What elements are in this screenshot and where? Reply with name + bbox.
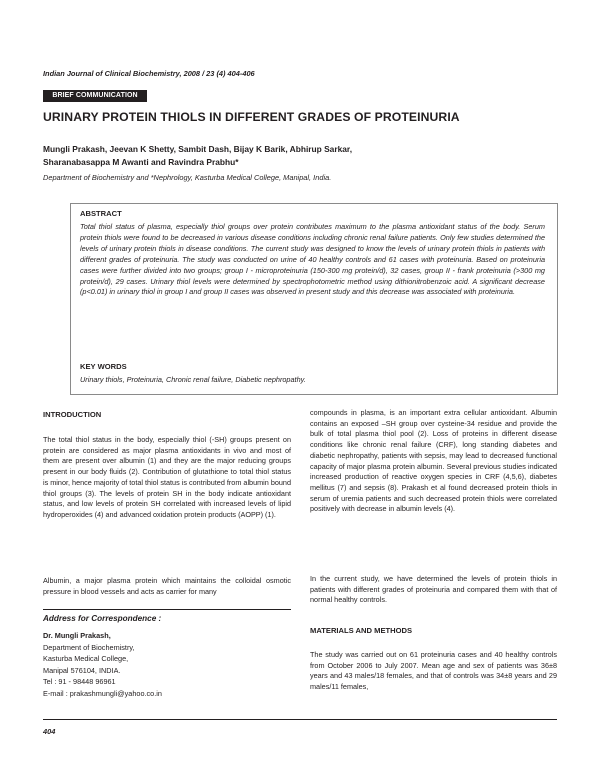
introduction-paragraph-1: The total thiol status in the body, especially thiol (-SH) groups present on protein are considered as major plasma antioxidants in vivo and most of them are present over albumin (1) and they are the major reducing groups present in our body fluids (2). Contribution of glutathione to total thiol status is minor, hence majority of total thiol status is contributed from albumin bound thiol groups (3). The levels of protein SH in the body indicate antioxidant status, and low levels of protein SH correlated with increased levels of lipid hydroperoxides (4) and advanced oxidation protein products (AOPP) (1). xyxy=(43,435,291,519)
address-line: Tel : 91 - 98448 96961 xyxy=(43,677,116,687)
introduction-paragraph-2: Albumin, a major plasma protein which maintains the colloidal osmotic pressure in blood vessels and acts as carrier for many xyxy=(43,576,291,596)
keywords-heading: KEY WORDS xyxy=(80,362,127,371)
footer-rule xyxy=(43,719,557,720)
methods-heading: MATERIALS AND METHODS xyxy=(310,626,413,635)
author-list xyxy=(43,143,563,168)
introduction-heading: INTRODUCTION xyxy=(43,410,102,419)
article-title: URINARY PROTEIN THIOLS IN DIFFERENT GRADES OF PROTEINURIA xyxy=(43,110,460,124)
correspondence-rule xyxy=(43,609,291,610)
abstract-heading: ABSTRACT xyxy=(80,209,122,218)
methods-text: The study was carried out on 61 proteinuria cases and 40 healthy controls from October 2006 to July 2007. Mean age and sex of patients was 36±8 years and 43 males/18 females, and that of controls was 34±8 years and 29 males/11 females, xyxy=(310,650,557,692)
journal-citation: Indian Journal of Clinical Biochemistry, 2008 / 23 (4) 404-406 xyxy=(43,69,255,78)
affiliation: Department of Biochemistry and *Nephrology, Kasturba Medical College, Manipal, India. xyxy=(43,173,332,182)
page-number: 404 xyxy=(43,727,56,736)
address-line: Kasturba Medical College, xyxy=(43,654,129,664)
correspondence-address xyxy=(43,630,162,700)
abstract-text: Total thiol status of plasma, especially thiol groups over protein contributes maximum to the plasma antioxidant status of the body. Serum protein thiols were found to be decreased in various disease conditions including chronic renal failure patients. Only few studies determined the levels of urinary protein thiols in disease conditions. The current study was designed to know the levels of urinary protein thiols in patients with different grades of proteinuria. The study was conducted on urine of 40 healthy controls and 61 cases with proteinuria. Based on proteinuria cases were further divided into two groups; group I - microproteinuria (150-300 mg protein/d), 32 cases, group II - frank proteinuria (>300 mg protein/d), 29 cases. Urinary thiol levels were determined by spectrophotometric method using dithionitrobenzoic acid. A significant decrease (p<0.01) in urinary thiol in group I and group II cases was observed in present study and this decrease was associated with proteinuria. xyxy=(80,222,545,297)
section-tag: BRIEF COMMUNICATION xyxy=(43,90,147,102)
author-line: Sharanabasappa M Awanti and Ravindra Prabhu* xyxy=(43,156,239,167)
address-line: Department of Biochemistry, xyxy=(43,642,135,652)
correspondence-heading: Address for Correspondence : xyxy=(43,614,162,623)
keywords-text: Urinary thiols, Proteinuria, Chronic renal failure, Diabetic nephropathy. xyxy=(80,375,306,384)
correspondence-name: Dr. Mungli Prakash, xyxy=(43,631,111,640)
right-column-paragraph-2: In the current study, we have determined the levels of protein thiols in patients with different grades of proteinuria and compared them with that of normal healthy controls. xyxy=(310,574,557,605)
address-line: Manipal 576104, INDIA. xyxy=(43,665,121,675)
email-address[interactable]: E-mail : prakashmungli@yahoo.co.in xyxy=(43,688,162,698)
right-column-paragraph-1: compounds in plasma, is an important extra cellular antioxidant. Albumin contains an exposed –SH group over cysteine-34 residue and provide the bulk of total plasma thiol pool (2). Loss of proteins in different disease conditions like chronic renal failure (CRF), long standing diabetes and diabetic nephropathy, patients with sepsis, may lead to decreased functional capacity of major plasma protein albumin. Several previous studies indicated increased production of reactive oxygen species in CRF (4,5,6), diabetes mellitus (7) and sepsis (8). Prakash et al found decreased protein thiols in serum of uremia patients and such decreased protein thiols were correlated positively with decrease in albumin levels (4). xyxy=(310,408,557,514)
abstract-box-top-rule xyxy=(70,203,558,204)
author-line: Mungli Prakash, Jeevan K Shetty, Sambit Dash, Bijay K Barik, Abhirup Sarkar, xyxy=(43,144,353,154)
abstract-box-bottom-rule xyxy=(70,394,558,395)
